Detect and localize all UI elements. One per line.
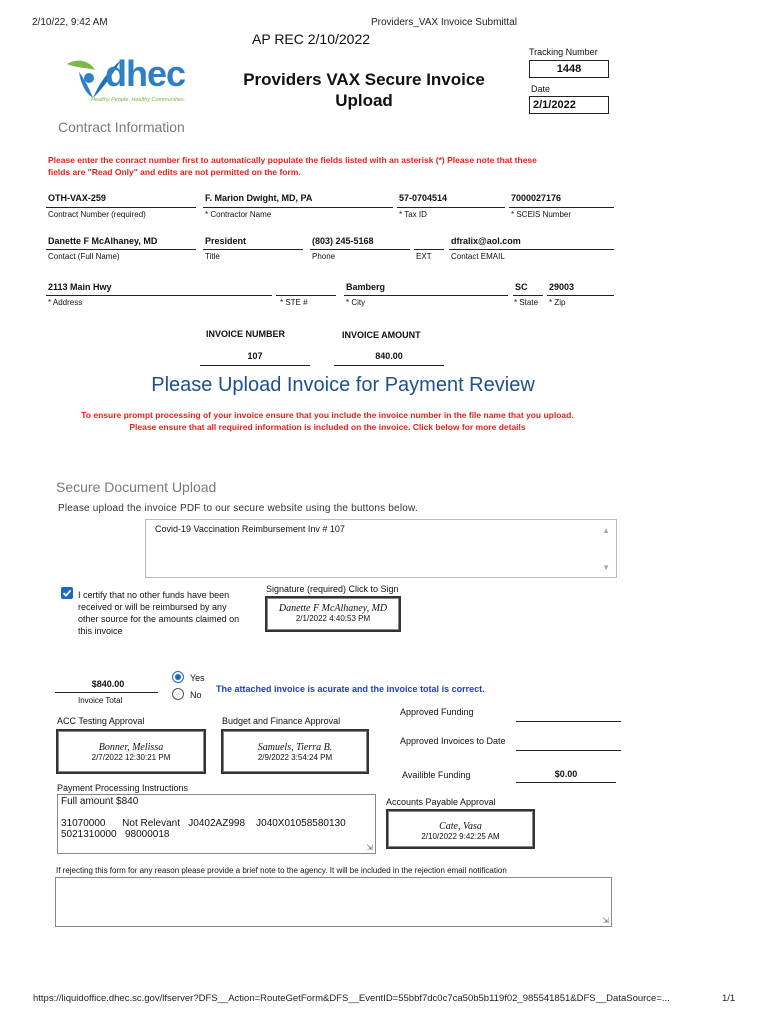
phone-label: Phone [312, 252, 336, 261]
print-footer-url: https://liquidoffice.dhec.sc.gov/lfserver?DFS__Action=RouteGetForm&DFS__EventID=55bbf7dc0c7ca50b5b119f02_985541851&DFS__DataSource=... [33, 993, 670, 1004]
email-underline [449, 249, 614, 250]
budget-approval-datetime: 2/9/2022 3:54:24 PM [257, 753, 333, 762]
ap-approval-label: Accounts Payable Approval [386, 797, 496, 807]
phone-underline [310, 249, 410, 250]
approved-invoices-underline [516, 750, 621, 751]
contract-number-underline [46, 207, 196, 208]
city-label: * City [346, 298, 366, 307]
print-datetime: 2/10/22, 9:42 AM [32, 17, 108, 28]
ap-approval-signature[interactable] [386, 809, 535, 849]
ste-label: * STE # [280, 298, 308, 307]
scroll-up-icon[interactable]: ▲ [602, 526, 610, 535]
ext-underline [414, 249, 444, 250]
approved-invoices-label: Approved Invoices to Date [400, 736, 506, 746]
payment-instructions-line3: 5021310000 98000018 [61, 829, 170, 840]
city-underline [344, 295, 508, 296]
invoice-total-underline [55, 692, 158, 693]
radio-no-label: No [190, 690, 202, 700]
ste-underline [276, 295, 336, 296]
tax-id-label: * Tax ID [399, 210, 427, 219]
payment-instructions-label: Payment Processing Instructions [57, 783, 189, 793]
radio-no[interactable] [172, 688, 184, 700]
resize-handle-icon[interactable]: ⇲ [602, 916, 609, 925]
ap-received-stamp: AP REC 2/10/2022 [252, 31, 371, 47]
state-field[interactable]: SC [515, 282, 528, 292]
rejection-note-label: If rejecting this form for any reason please provide a brief note to the agency. It will be included in the rejection email notification [56, 866, 507, 875]
contractor-name-field[interactable]: F. Marion Dwight, MD, PA [205, 193, 313, 203]
certify-checkbox[interactable] [61, 587, 73, 599]
radio-yes[interactable] [172, 671, 184, 683]
available-funding-underline [516, 782, 616, 783]
contact-name-label: Contact (Full Name) [48, 252, 120, 261]
invoice-amount-underline [334, 365, 444, 366]
sceis-number-underline [509, 207, 614, 208]
secure-upload-instruction: Please upload the invoice PDF to our secure website using the buttons below. [58, 503, 418, 514]
certify-line4: this invoice [78, 626, 123, 636]
certify-line1: I certify that no other funds have been [78, 590, 230, 600]
uploaded-file-list[interactable] [145, 519, 617, 578]
invoice-number-label: INVOICE NUMBER [206, 329, 286, 339]
dhec-logo [63, 51, 199, 107]
contractor-name-label: * Contractor Name [205, 210, 272, 219]
sceis-number-label: * SCEIS Number [511, 210, 572, 219]
contract-notice-line1: Please enter the conract number first to automatically populate the fields listed with an asterisk (*) Please note that these [48, 155, 537, 165]
zip-label: * Zip [549, 298, 566, 307]
ap-approval-name: Cate, Vasa [439, 821, 482, 832]
approved-funding-label: Approved Funding [400, 707, 474, 717]
print-page-number: 1/1 [722, 993, 736, 1004]
radio-yes-label: Yes [190, 673, 205, 683]
state-label: * State [514, 298, 539, 307]
logo-tagline: Healthy People. Healthy Communities. [91, 97, 186, 103]
contract-section-title: Contract Information [58, 119, 185, 135]
invoice-number-underline [200, 365, 310, 366]
upload-notice-line2: Please ensure that all required information is included on the invoice. Click below for more details [129, 422, 526, 432]
resize-handle-icon[interactable]: ⇲ [366, 843, 373, 852]
upload-heading: Please Upload Invoice for Payment Review [151, 374, 535, 396]
available-funding-field[interactable]: $0.00 [554, 769, 578, 779]
invoice-total-field[interactable]: $840.00 [91, 679, 125, 689]
contract-notice-line2: fields are "Read Only" and edits are not permitted on the form. [48, 167, 301, 177]
contact-name-field[interactable]: Danette F McAlhaney, MD [48, 236, 158, 246]
invoice-number-field[interactable]: 107 [247, 351, 263, 361]
acc-approval-signature[interactable] [56, 729, 206, 774]
contract-number-label: Contract Number (required) [48, 210, 146, 219]
date-label: Date [531, 84, 551, 94]
form-title-line2: Upload [335, 91, 393, 110]
email-label: Contact EMAIL [451, 252, 505, 261]
acc-approval-label: ACC Testing Approval [57, 716, 145, 726]
address-field[interactable]: 2113 Main Hwy [48, 282, 112, 292]
tracking-number-label: Tracking Number [529, 47, 598, 57]
city-field[interactable]: Bamberg [346, 282, 386, 292]
ap-approval-datetime: 2/10/2022 9:42:25 AM [421, 832, 500, 841]
title-underline [203, 249, 303, 250]
ext-label: EXT [416, 252, 432, 261]
invoice-correct-statement: The attached invoice is acurate and the invoice total is correct. [216, 684, 485, 694]
payment-instructions-line2: 31070000 Not Relevant J0402AZ998 J040X01058580130 [61, 818, 346, 829]
contact-name-underline [46, 249, 196, 250]
certify-text [78, 589, 239, 637]
title-label: Title [205, 252, 220, 261]
secure-upload-title: Secure Document Upload [56, 479, 217, 495]
invoice-amount-label: INVOICE AMOUNT [342, 330, 421, 340]
zip-underline [547, 295, 614, 296]
title-field[interactable]: President [205, 236, 247, 246]
budget-approval-label: Budget and Finance Approval [222, 716, 341, 726]
state-underline [513, 295, 543, 296]
tracking-number-field[interactable]: 1448 [529, 60, 609, 78]
tax-id-field[interactable]: 57-0704514 [399, 193, 448, 203]
sceis-number-field[interactable]: 7000027176 [511, 193, 562, 203]
signature-name: Danette F McAlhaney, MD [278, 603, 388, 614]
budget-approval-signature[interactable] [221, 729, 369, 774]
signature-datetime: 2/1/2022 4:40:53 PM [295, 614, 371, 623]
address-label: * Address [48, 298, 83, 307]
tax-id-underline [397, 207, 505, 208]
acc-approval-name: Bonner, Melissa [98, 742, 164, 753]
date-field[interactable]: 2/1/2022 [529, 96, 609, 114]
email-field[interactable]: dfralix@aol.com [451, 236, 521, 246]
budget-approval-name: Samuels, Tierra B. [257, 742, 333, 753]
invoice-amount-field[interactable]: 840.00 [375, 351, 403, 361]
checkmark-icon [61, 587, 73, 599]
contract-number-field[interactable]: OTH-VAX-259 [48, 193, 106, 203]
rejection-note-textarea[interactable] [55, 877, 612, 927]
form-title-line1: Providers VAX Secure Invoice [243, 70, 485, 89]
approved-funding-underline [516, 721, 621, 722]
available-funding-label: Availible Funding [402, 770, 471, 780]
address-underline [46, 295, 272, 296]
signature-label: Signature (required) Click to Sign [266, 584, 399, 594]
contractor-name-underline [203, 207, 393, 208]
logo-wordmark: dhec [105, 53, 186, 94]
certify-line3: other source for the amounts claimed on [78, 614, 240, 624]
invoice-total-label: Invoice Total [78, 696, 123, 705]
zip-field[interactable]: 29003 [549, 282, 575, 292]
certify-line2: received or will be reimbursed by any [78, 602, 227, 612]
phone-field[interactable]: (803) 245-5168 [312, 236, 374, 246]
print-page-title: Providers_VAX Invoice Submittal [371, 17, 517, 28]
upload-notice-line1: To ensure prompt processing of your invoice ensure that you include the invoice number in the file name that you upload. [81, 410, 574, 420]
payment-instructions-line1: Full amount $840 [61, 796, 139, 807]
uploaded-file-name[interactable]: Covid-19 Vaccination Reimbursement Inv # 107 [155, 524, 345, 534]
signature-box[interactable] [265, 596, 401, 632]
acc-approval-datetime: 2/7/2022 12:30:21 PM [91, 753, 171, 762]
scroll-down-icon[interactable]: ▼ [602, 563, 610, 572]
payment-instructions-textarea[interactable] [57, 794, 376, 854]
